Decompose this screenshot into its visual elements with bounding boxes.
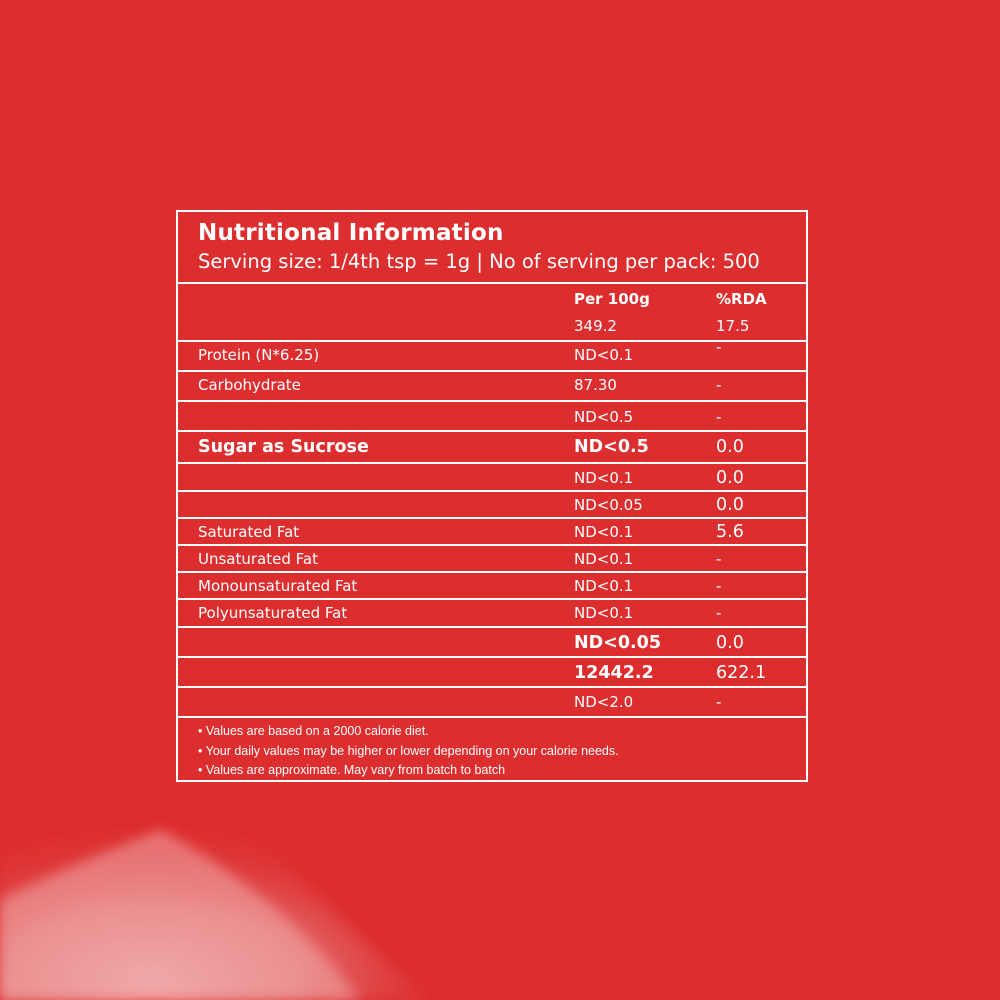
row-divider [178, 626, 806, 628]
table-row-per100: ND<0.5 [574, 408, 634, 426]
row-divider [178, 490, 806, 492]
serving-size-text: Serving size: 1/4th tsp = 1g | No of serving per pack: 500 [198, 250, 760, 273]
table-row-rda: - [716, 604, 722, 622]
table-row-per100: ND<0.1 [574, 523, 634, 541]
row-divider [178, 462, 806, 464]
table-row-rda: 0.0 [716, 495, 744, 515]
table-row-per100: ND<0.1 [574, 604, 634, 622]
table-row-label: Polyunsaturated Fat [198, 604, 348, 622]
table-row-per100: ND<0.1 [574, 469, 634, 487]
table-row-rda: 0.0 [716, 468, 744, 488]
table-row-rda: 5.6 [716, 522, 744, 542]
table-row-rda: - [716, 693, 722, 711]
footnotes [198, 722, 619, 781]
nutrition-header [178, 212, 806, 284]
table-row-rda: - [716, 376, 722, 394]
table-row-rda: - [716, 338, 722, 356]
table-row-label: Monounsaturated Fat [198, 577, 358, 595]
table-row-rda: - [716, 408, 722, 426]
table-row-rda: 0.0 [716, 437, 744, 457]
footnote-item: • Your daily values may be higher or lower depending on your calorie needs. [198, 743, 619, 758]
footnote-item: • Values are based on a 2000 calorie diet. [198, 724, 429, 738]
row-divider [178, 340, 806, 342]
table-row-label: Sugar as Sucrose [198, 437, 369, 457]
row-divider [178, 544, 806, 546]
table-row-rda: - [716, 577, 722, 595]
table-row-label: Protein (N*6.25) [198, 346, 320, 364]
energy-per100-value: 349.2 [574, 317, 617, 335]
table-row-label: Saturated Fat [198, 523, 300, 541]
table-row-per100: ND<0.05 [574, 633, 662, 653]
table-row-rda: 622.1 [716, 663, 767, 683]
row-divider [178, 598, 806, 600]
row-divider [178, 370, 806, 372]
row-divider [178, 716, 806, 718]
row-divider [178, 656, 806, 658]
row-divider [178, 517, 806, 519]
table-row-rda: 0.0 [716, 633, 744, 653]
column-header-per100: Per 100g [574, 290, 650, 308]
row-divider [178, 400, 806, 402]
energy-rda-value: 17.5 [716, 317, 750, 335]
page-title: Nutritional Information [198, 220, 504, 246]
column-header-rda: %RDA [716, 290, 767, 308]
table-row-label: Unsaturated Fat [198, 550, 318, 568]
table-row-label: Carbohydrate [198, 376, 301, 394]
table-row-per100: 87.30 [574, 376, 617, 394]
row-divider [178, 571, 806, 573]
table-row-rda: - [716, 550, 722, 568]
table-row-per100: 12442.2 [574, 663, 654, 683]
row-divider [178, 686, 806, 688]
table-row-per100: ND<0.05 [574, 496, 643, 514]
table-row-per100: ND<0.1 [574, 550, 634, 568]
table-row-per100: ND<0.5 [574, 437, 649, 457]
table-row-per100: ND<2.0 [574, 693, 634, 711]
footnote-item: • Values are approximate. May vary from batch to batch [198, 763, 506, 777]
nutrition-table [176, 210, 808, 782]
table-row-per100: ND<0.1 [574, 577, 634, 595]
table-row-per100: ND<0.1 [574, 346, 634, 364]
row-divider [178, 430, 806, 432]
